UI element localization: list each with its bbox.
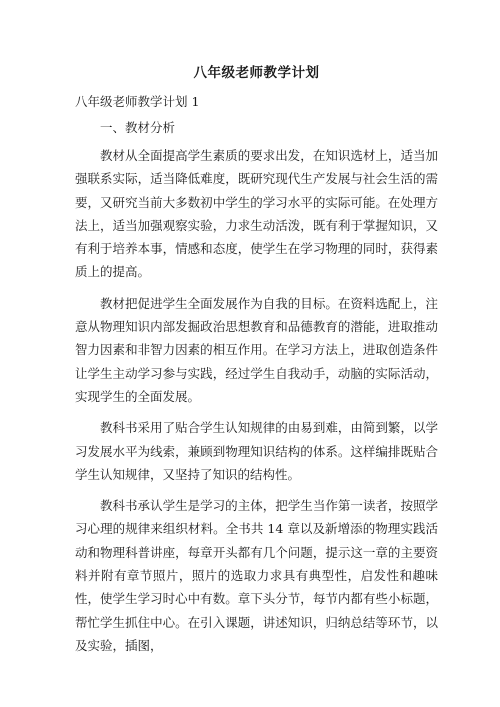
- document-title: 八年级老师教学计划: [193, 65, 320, 81]
- paragraph-2: 教材把促进学生全面发展作为自我的目标。在资料选配上，注意从物理知识内部发掘政治思想教育和品德教育的潜能，进取推动智力因素和非智力因素的相互作用。在学习方法上，进取创造条件让学生主动学习参与实践，经过学生自我动手，动脑的实际活动，实现学生的全面发展。: [75, 295, 438, 404]
- section-heading: 一、教材分析: [100, 120, 176, 135]
- document-subtitle: 八年级老师教学计划 1: [75, 94, 200, 109]
- paragraph-1: 教材从全面提高学生素质的要求出发，在知识选材上，适当加强联系实际，适当降低难度，既研究现代生产发展与社会生活的需要，又研究当前大多数初中学生的学习水平的实际可能。在处理方法上，适当加强观察实验，力求生动活泼，既有利于掌握知识，又有利于培养本事，情感和态度，使学生在学习物理的同时，获得素质上的提高。: [75, 148, 438, 280]
- paragraph-3: 教科书采用了贴合学生认知规律的由易到难，由简到繁，以学习发展水平为线索，兼顾到物理知识结构的体系。这样编排既贴合学生认知规律，又坚持了知识的结构性。: [75, 420, 438, 482]
- paragraph-4: 教科书承认学生是学习的主体，把学生当作第一读者，按照学习心理的规律来组织材料。全书共 14 章以及新增添的物理实践活动和物理科普讲座，每章开头都有几个问题，提示这一章的主要资料并附有章节照片，照片的选取力求具有典型性，启发性和趣味性，使学生学习时心中有数。章下头分节，每节内都有些小标题，帮忙学生抓住中心。在引入课题，讲述知识，归纳总结等环节，以及实验，插图，: [75, 498, 438, 653]
